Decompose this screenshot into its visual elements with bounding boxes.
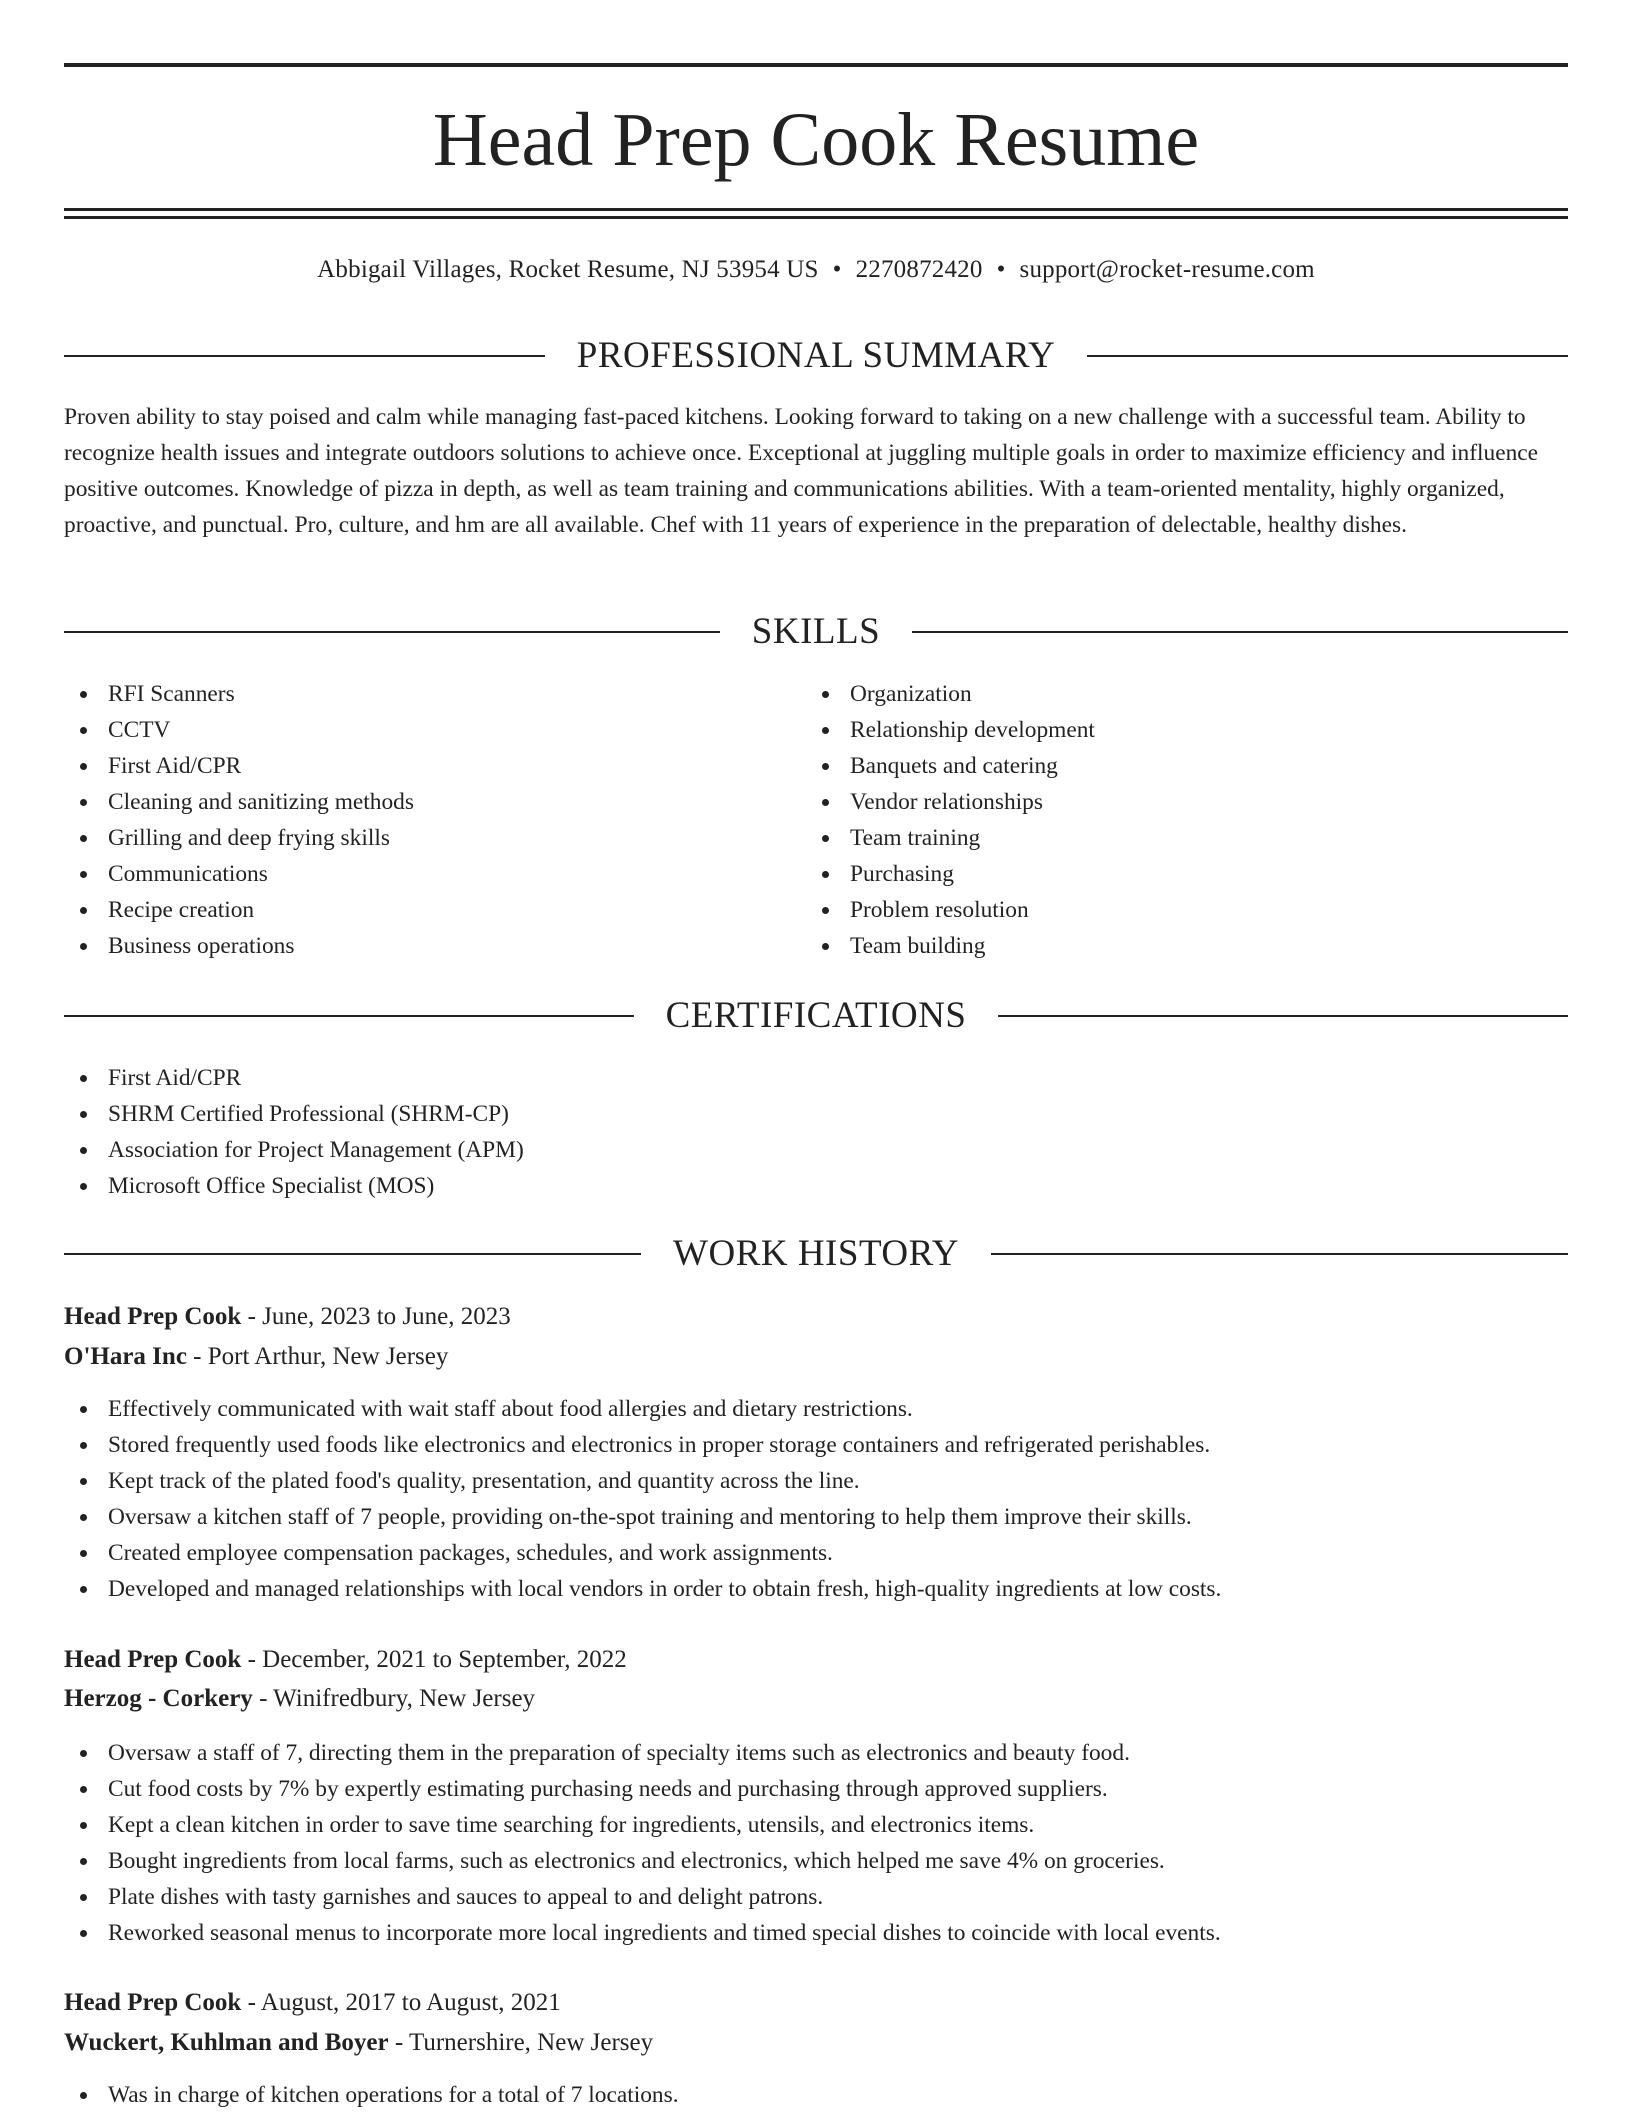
resume-title: Head Prep Cook Resume xyxy=(432,98,1200,182)
contact-phone: 2270872420 xyxy=(855,256,983,283)
job-location: - Turnershire, New Jersey xyxy=(394,2029,654,2056)
skill-item: Business operations xyxy=(64,928,764,964)
skill-item: Team building xyxy=(806,928,1506,964)
contact-separator: • xyxy=(832,256,842,283)
job-duty: Effectively communicated with wait staff about food allergies and dietary restrictions. xyxy=(64,1391,1221,1427)
job-duty: Kept a clean kitchen in order to save time searching for ingredients, utensils, and electronics items. xyxy=(64,1807,1221,1843)
skill-item: Problem resolution xyxy=(806,892,1506,928)
summary-line: Proven ability to stay poised and calm while managing fast-paced kitchens. Looking forward to taking on a new challenge with a successful team. xyxy=(64,404,1431,430)
job-duty: Oversaw a staff of 7, directing them in the preparation of specialty items such as electronics and beauty food. xyxy=(64,1735,1221,1771)
job-location: - Winifredbury, New Jersey xyxy=(259,1685,536,1712)
certifications-list xyxy=(64,1060,524,1204)
contact-email: support@rocket-resume.com xyxy=(1019,256,1315,283)
skills-section-heading xyxy=(64,608,1568,656)
heading-rule xyxy=(64,1253,641,1255)
contact-line xyxy=(64,254,1568,286)
job-duties-list xyxy=(64,2077,679,2113)
summary-line: delectable, healthy dishes. xyxy=(1161,512,1407,538)
job-dates: - June, 2023 to June, 2023 xyxy=(247,1303,511,1330)
skills-list-right xyxy=(806,676,1506,964)
skill-item: Grilling and deep frying skills xyxy=(64,820,764,856)
job-duty: Developed and managed relationships with local vendors in order to obtain fresh, high-quality ingredients at low costs. xyxy=(64,1571,1221,1607)
certifications-heading-label: CERTIFICATIONS xyxy=(665,995,967,1036)
work-history-section-heading xyxy=(64,1230,1568,1278)
skill-item: Team training xyxy=(806,820,1506,856)
job-title: Head Prep Cook xyxy=(64,1303,242,1330)
job-duty: Reworked seasonal menus to incorporate more local ingredients and timed special dishes to coincide with local events. xyxy=(64,1915,1221,1951)
job-company: O'Hara Inc xyxy=(64,1343,187,1370)
summary-line: mentality, highly organized, proactive, and punctual. Pro, culture, and hm are all available. Chef with 11 years of experience in the preparation of xyxy=(64,476,1505,538)
work-history-heading-label: WORK HISTORY xyxy=(673,1233,959,1274)
certification-item: First Aid/CPR xyxy=(64,1060,524,1096)
title-rule-upper xyxy=(64,208,1568,211)
job-duty: Was in charge of kitchen operations for a total of 7 locations. xyxy=(64,2077,679,2113)
job-company-line xyxy=(64,2025,653,2061)
skill-item: RFI Scanners xyxy=(64,676,764,712)
heading-rule xyxy=(998,1015,1568,1017)
job-duty: Oversaw a kitchen staff of 7 people, providing on-the-spot training and mentoring to help them improve their skills. xyxy=(64,1499,1221,1535)
job-duty: Stored frequently used foods like electronics and electronics in proper storage containers and refrigerated perishables. xyxy=(64,1427,1221,1463)
skill-item: Cleaning and sanitizing methods xyxy=(64,784,764,820)
certification-item: Microsoft Office Specialist (MOS) xyxy=(64,1168,524,1204)
summary-line: Ability to recognize health issues and integrate outdoors solutions to achieve once. Exceptional at juggling multiple goals in order to maximize xyxy=(64,404,1526,466)
job-dates: - December, 2021 to September, 2022 xyxy=(247,1646,627,1673)
job-company-line xyxy=(64,1339,448,1375)
heading-rule xyxy=(912,631,1568,633)
job-duties-list xyxy=(64,1391,1221,1607)
heading-rule xyxy=(64,1015,634,1017)
job-company-line xyxy=(64,1681,535,1717)
skill-item: Vendor relationships xyxy=(806,784,1506,820)
skill-item: Relationship development xyxy=(806,712,1506,748)
certification-item: SHRM Certified Professional (SHRM-CP) xyxy=(64,1096,524,1132)
heading-rule xyxy=(64,631,720,633)
summary-section-heading xyxy=(64,332,1568,380)
job-duties-list xyxy=(64,1735,1221,1951)
skill-item: Recipe creation xyxy=(64,892,764,928)
heading-rule xyxy=(991,1253,1568,1255)
summary-heading-label: PROFESSIONAL SUMMARY xyxy=(576,335,1056,376)
job-title: Head Prep Cook xyxy=(64,1989,242,2016)
contact-separator: • xyxy=(996,256,1006,283)
job-company: Herzog - Corkery xyxy=(64,1685,253,1712)
heading-rule xyxy=(64,355,545,357)
job-title-line xyxy=(64,1299,511,1335)
skill-item: Communications xyxy=(64,856,764,892)
job-duty: Bought ingredients from local farms, such as electronics and electronics, which helped me save 4% on groceries. xyxy=(64,1843,1221,1879)
skill-item: Purchasing xyxy=(806,856,1506,892)
summary-line: efficiency and influence positive outcomes. Knowledge of pizza in depth, as well as team training and communications abilities. With a team-oriented xyxy=(64,440,1539,502)
heading-rule xyxy=(1087,355,1568,357)
certification-item: Association for Project Management (APM) xyxy=(64,1132,524,1168)
top-rule xyxy=(64,63,1568,67)
job-company: Wuckert, Kuhlman and Boyer xyxy=(64,2029,389,2056)
skill-item: CCTV xyxy=(64,712,764,748)
skill-item: First Aid/CPR xyxy=(64,748,764,784)
job-duty: Created employee compensation packages, schedules, and work assignments. xyxy=(64,1535,1221,1571)
skills-list-left xyxy=(64,676,764,964)
title-rule-lower xyxy=(64,216,1568,219)
job-title-line xyxy=(64,1985,561,2021)
contact-address: Abbigail Villages, Rocket Resume, NJ 53954 US xyxy=(317,256,819,283)
professional-summary xyxy=(64,399,1568,543)
job-duty: Plate dishes with tasty garnishes and sauces to appeal to and delight patrons. xyxy=(64,1879,1221,1915)
job-duty: Cut food costs by 7% by expertly estimating purchasing needs and purchasing through approved suppliers. xyxy=(64,1771,1221,1807)
job-duty: Kept track of the plated food's quality, presentation, and quantity across the line. xyxy=(64,1463,1221,1499)
job-title-line xyxy=(64,1642,627,1678)
job-location: - Port Arthur, New Jersey xyxy=(193,1343,449,1370)
skills-heading-label: SKILLS xyxy=(751,611,881,652)
certifications-section-heading xyxy=(64,992,1568,1040)
job-title: Head Prep Cook xyxy=(64,1646,242,1673)
skill-item: Organization xyxy=(806,676,1506,712)
skill-item: Banquets and catering xyxy=(806,748,1506,784)
job-dates: - August, 2017 to August, 2021 xyxy=(247,1989,561,2016)
